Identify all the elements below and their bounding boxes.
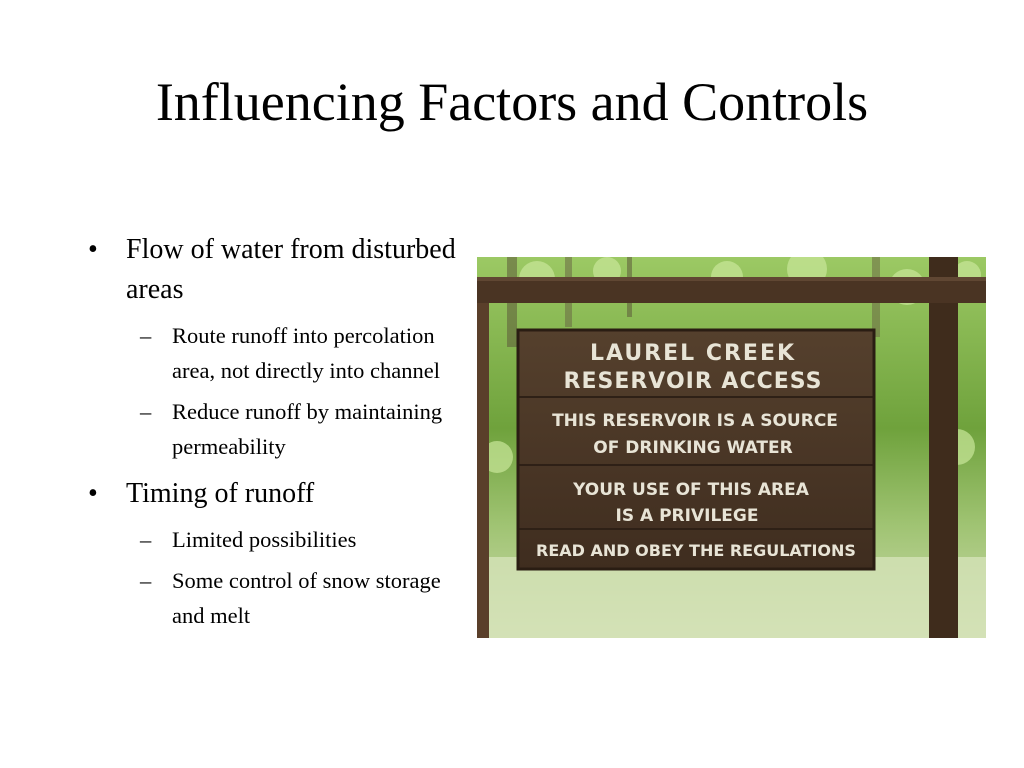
right-post xyxy=(929,257,958,638)
bullet-marker: • xyxy=(88,478,98,509)
bullet-text: Flow of water from disturbed areas xyxy=(126,234,456,305)
sub-bullet-marker: – xyxy=(140,568,152,593)
bullet-item xyxy=(88,230,468,464)
reservoir-sign-photo xyxy=(477,257,986,638)
sub-bullet-item xyxy=(126,318,468,388)
sub-bullet-item xyxy=(126,563,468,633)
sign-line: LAUREL CREEK xyxy=(589,341,797,366)
sub-bullet-list xyxy=(126,318,468,464)
sub-bullet-text: Reduce runoff by maintaining permeability xyxy=(172,399,443,459)
sign-line: THIS RESERVOIR IS A SOURCE xyxy=(552,411,838,431)
bullet-item xyxy=(88,474,468,633)
bullet-marker: • xyxy=(88,234,98,265)
left-post xyxy=(477,297,489,638)
sub-bullet-marker: – xyxy=(140,399,152,424)
sub-bullet-list xyxy=(126,522,468,633)
sub-bullet-text: Some control of snow storage and melt xyxy=(172,568,441,628)
sign-line: OF DRINKING WATER xyxy=(593,438,793,458)
sign-line: IS A PRIVILEGE xyxy=(615,506,759,526)
sub-bullet-item xyxy=(126,394,468,464)
bullet-text: Timing of runoff xyxy=(126,478,315,509)
sub-bullet-marker: – xyxy=(140,323,152,348)
sub-bullet-marker: – xyxy=(140,527,152,552)
sign-line: READ AND OBEY THE REGULATIONS xyxy=(536,541,856,560)
sub-bullet-text: Route runoff into percolation area, not directly into channel xyxy=(172,323,441,383)
sub-bullet-item xyxy=(126,522,468,557)
slide-title: Influencing Factors and Controls xyxy=(155,72,869,132)
sign-line: YOUR USE OF THIS AREA xyxy=(573,480,809,500)
bullet-list xyxy=(88,230,468,643)
sub-bullet-text: Limited possibilities xyxy=(172,527,357,552)
sign-line: RESERVOIR ACCESS xyxy=(563,369,823,394)
